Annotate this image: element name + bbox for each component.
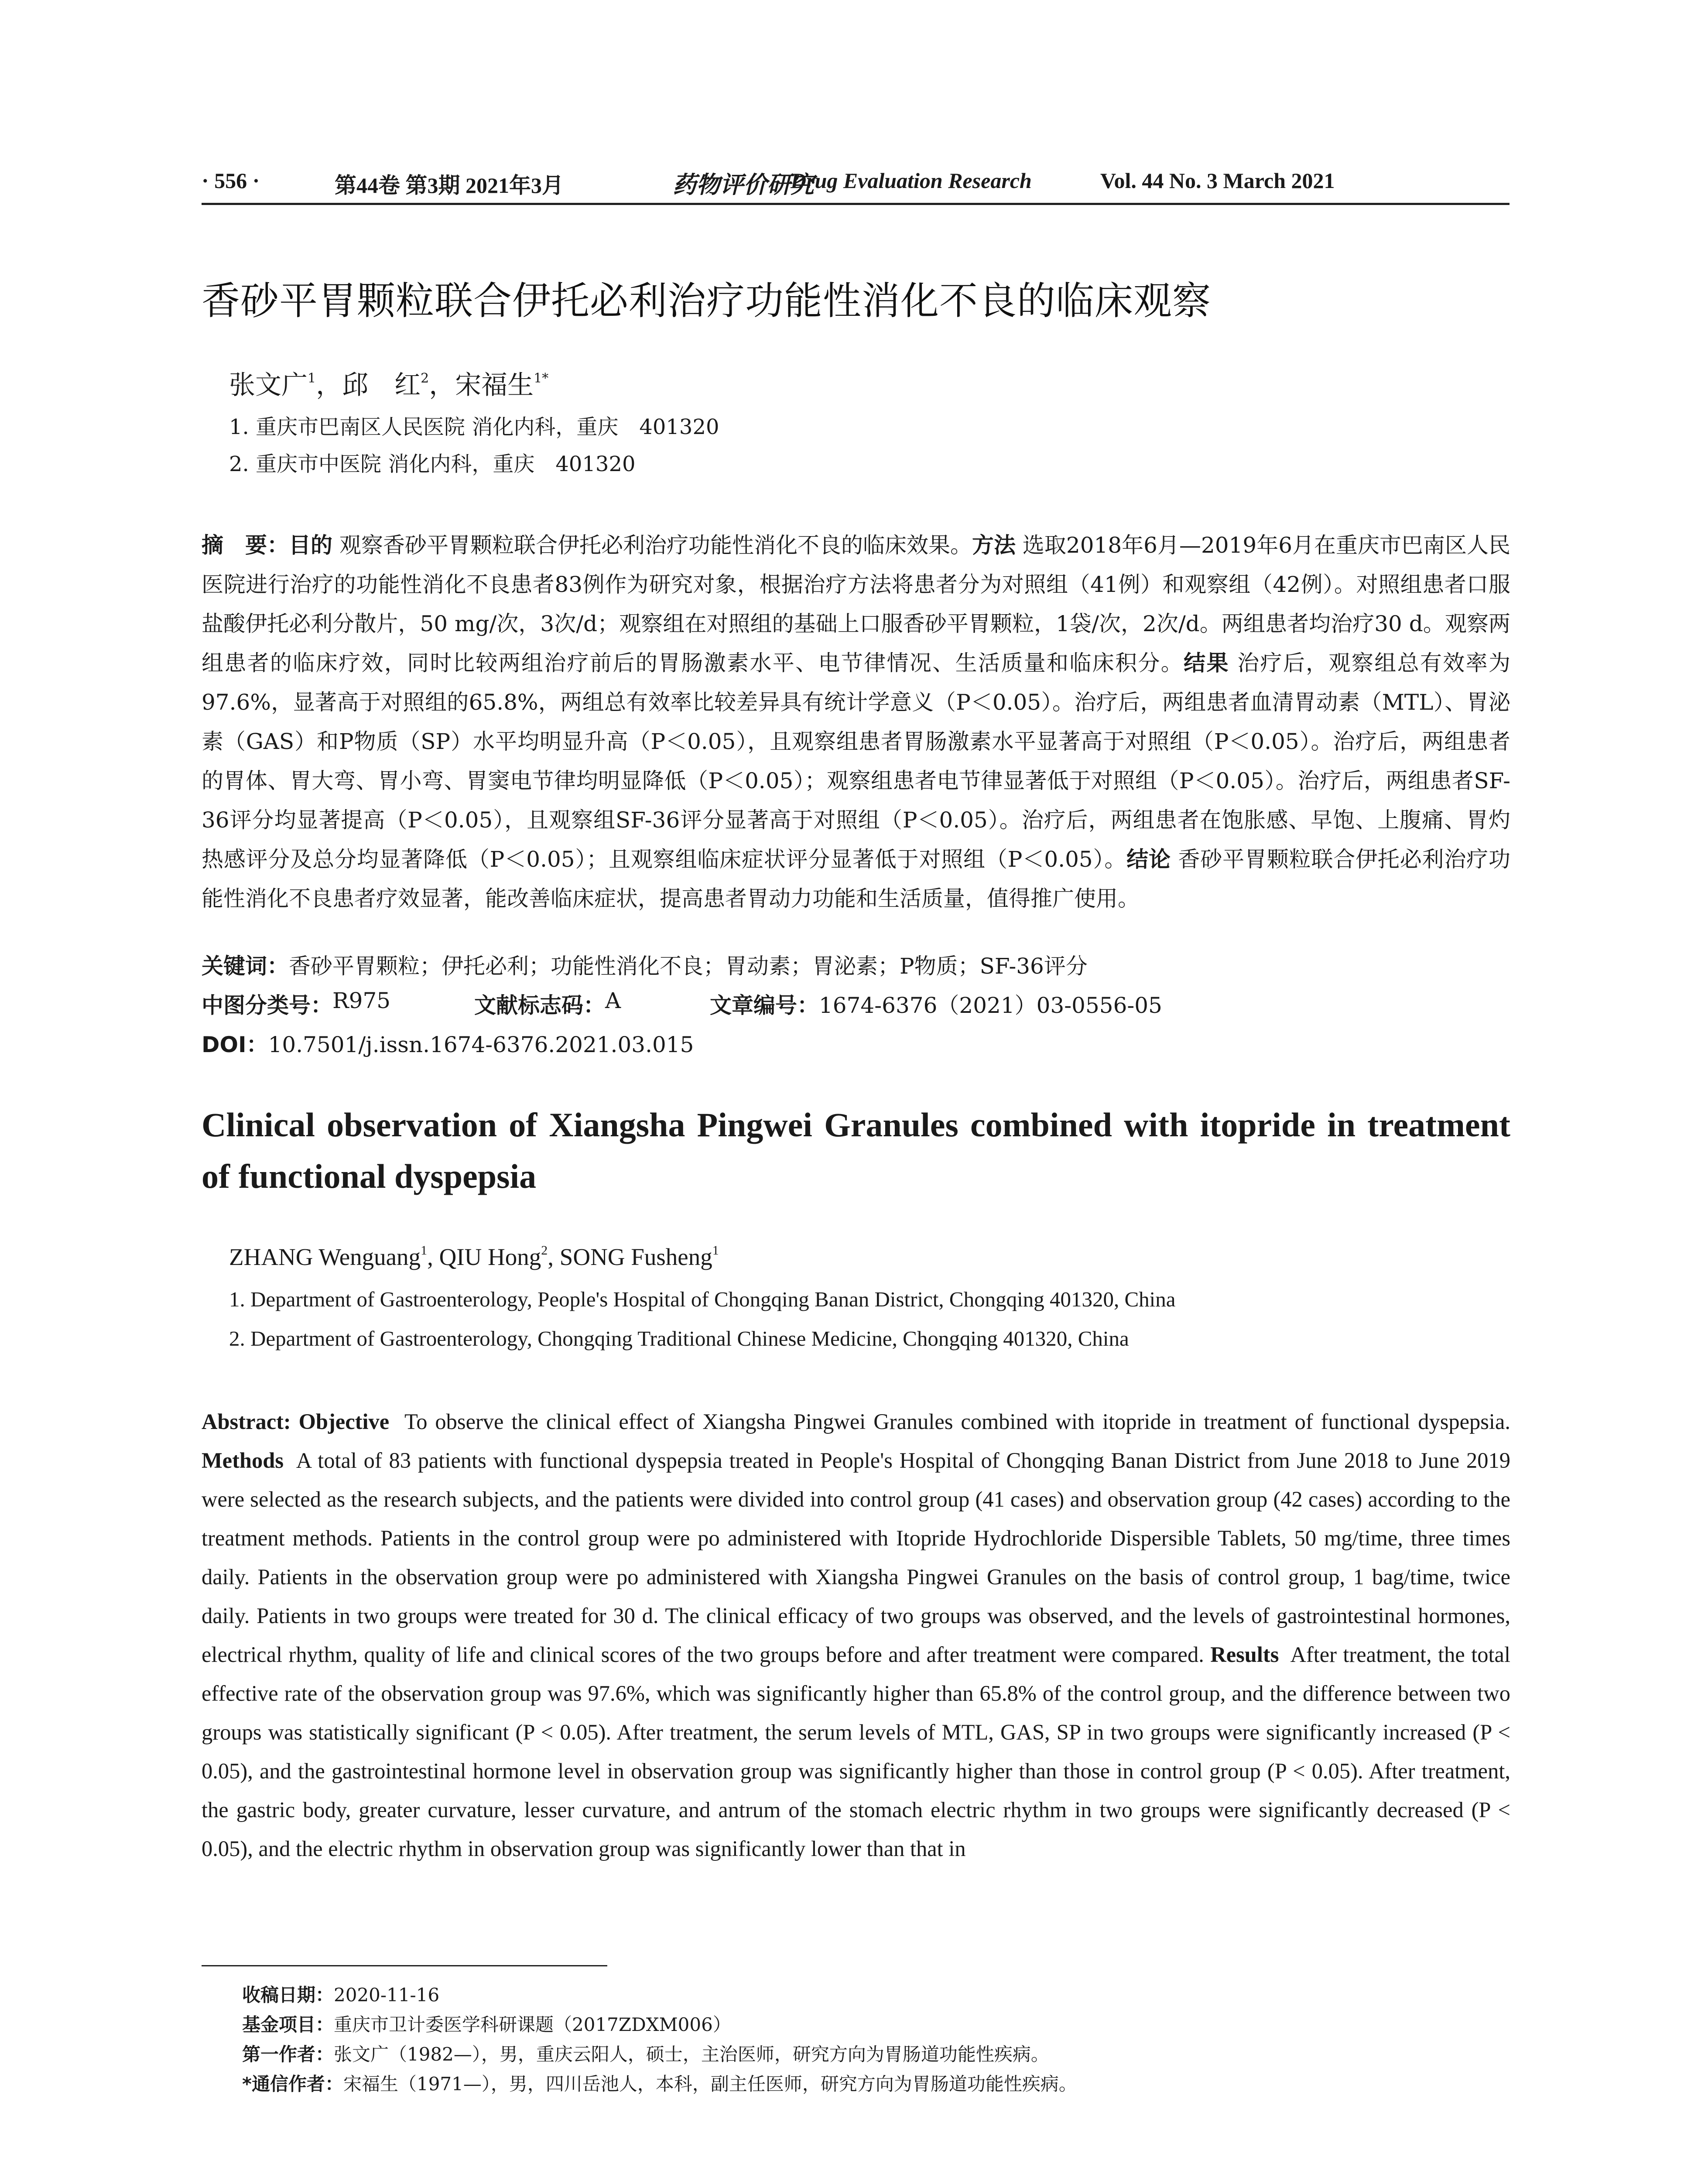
footnote-received <box>242 1980 1077 2010</box>
affiliation-cn-2: 2. 重庆市中医院 消化内科，重庆 401320 <box>229 452 636 476</box>
keywords-label: 关键词： <box>202 954 289 979</box>
doi-label: DOI： <box>202 1032 268 1057</box>
title-cn: 香砂平胃颗粒联合伊托必利治疗功能性消化不良的临床观察 <box>202 278 1212 323</box>
author-affiliation-mark: 2 <box>541 1243 548 1258</box>
results-text: After treatment, the total effective rate of the observation group was 97.6%, which was significantly higher than 65.8% of the control group, and the difference between two groups was statistically significant (P < 0.05). After treatment, the serum levels of MTL, GAS, SP in two groups were significantly increased (P < 0.05), and the gastrointestinal hormone level in observation group was significantly higher than those in control group (P < 0.05). After treatment, the gastric body, greater curvature, lesser curvature, and antrum of the stomach electric rhythm in two groups were significantly decreased (P < 0.05), and the electric rhythm in observation group was significantly lower than that in <box>202 1642 1510 1861</box>
doi-line <box>202 1027 694 1059</box>
author-affiliation-mark: 1 <box>308 371 316 386</box>
affiliation-en-2: 2. Department of Gastroenterology, Chongqing Traditional Chinese Medicine, Chongqing 401320, China <box>229 1326 1129 1350</box>
affiliation-cn-1: 1. 重庆市巴南区人民医院 消化内科，重庆 401320 <box>229 415 719 439</box>
footnote-corresponding-author <box>242 2069 1077 2099</box>
author-affiliation-mark: 1* <box>534 371 549 386</box>
author-affiliation-mark: 1 <box>712 1243 719 1258</box>
author-name: 宋福生 <box>455 370 534 400</box>
footnote-text: 2020-11-16 <box>334 1984 440 2006</box>
results-text: 治疗后，观察组总有效率为97.6%，显著高于对照组的65.8%，两组总有效率比较差异具有统计学意义（P＜0.05）。治疗后，两组患者血清胃动素（MTL）、胃泌素（GAS）和P物质（SP）水平均明显升高（P＜0.05），且观察组患者胃肠激素水平显著高于对照组（P＜0.05）。治疗后，两组患者的胃体、胃大弯、胃小弯、胃窦电节律均明显降低（P＜0.05）；观察组患者电节律显著低于对照组（P＜0.05）。治疗后，两组患者SF-36评分均显著提高（P＜0.05），且观察组SF-36评分显著高于对照组（P＜0.05）。治疗后，两组患者在饱胀感、早饱、上腹痛、胃灼热感评分及总分均显著降低（P＜0.05）；且观察组临床症状评分显著低于对照组（P＜0.05）。 <box>202 650 1511 872</box>
abstract-label: 摘 要： <box>202 533 289 558</box>
footnote-label: 收稿日期： <box>242 1984 334 2006</box>
results-label: Results <box>1210 1642 1279 1667</box>
footnote-text: 重庆市卫计委医学科研课题（2017ZDXM006） <box>334 2014 731 2035</box>
results-label: 结果 <box>1184 650 1229 676</box>
issue-en: Vol. 44 No. 3 March 2021 <box>1100 168 1335 193</box>
author-affiliation-mark: 1 <box>421 1243 428 1258</box>
header-rule <box>202 203 1509 205</box>
footnote-rule <box>202 1965 607 1966</box>
footnote-text: 张文广（1982—），男，重庆云阳人，硕士，主治医师，研究方向为胃肠道功能性疾病。 <box>334 2044 1049 2065</box>
author-name: 张文广 <box>229 370 308 400</box>
methods-label: Methods <box>202 1448 284 1473</box>
article-no-value: 1674-6376（2021）03-0556-05 <box>819 993 1162 1018</box>
keywords-text: 香砂平胃颗粒；伊托必利；功能性消化不良；胃动素；胃泌素；P物质；SF-36评分 <box>289 954 1088 979</box>
author-name: SONG Fusheng <box>559 1244 712 1270</box>
footnote-label: 基金项目： <box>242 2014 334 2035</box>
abstract-label: Abstract: <box>202 1409 291 1434</box>
doc-code-label: 文献标志码： <box>474 993 605 1018</box>
objective-label: Objective <box>298 1409 390 1434</box>
footnote-first-author <box>242 2040 1077 2069</box>
affiliation-en-1: 1. Department of Gastroenterology, People's Hospital of Chongqing Banan District, Chongqing 401320, China <box>229 1287 1176 1311</box>
journal-name-en: Drug Evaluation Research <box>791 168 1032 193</box>
running-head <box>202 168 1510 203</box>
doc-code-value: A <box>605 988 621 1013</box>
objective-label: 目的 <box>289 533 333 558</box>
authors-en: ZHANG Wenguang$^1$, QIU Hong$^2$, SONG Fusheng$^1$ <box>229 1243 719 1270</box>
conclusion-text: 香砂平胃颗粒联合伊托必利治疗功能性消化不良患者疗效显著，能改善临床症状，提高患者胃动力功能和生活质量，值得推广使用。 <box>202 847 1510 911</box>
title-en: Clinical observation of Xiangsha Pingwei Granules combined with itopride in treatment of functional dyspepsia <box>202 1106 1510 1195</box>
authors-cn: 张文广$^1$，邱 红$^2$，宋福生$^{1*}$ <box>229 370 549 400</box>
author-affiliation-mark: 2 <box>421 371 429 386</box>
doi-value[interactable]: 10.7501/j.issn.1674-6376.2021.03.015 <box>268 1032 694 1057</box>
methods-text: A total of 83 patients with functional dyspepsia treated in People's Hospital of Chongqing Banan District from June 2018 to June 2019 were selected as the research subjects, and the patients were divided into control group (41 cases) and observation group (42 cases) according to the treatment methods. Patients in the control group were po administered with Itopride Hydrochloride Dispersible Tablets, 50 mg/time, three times daily. Patients in the observation group were po administered with Xiangsha Pingwei Granules on the basis of control group, 1 bag/time, twice daily. Patients in two groups were treated for 30 d. The clinical efficacy of two groups was observed, and the levels of gastrointestinal hormones, electrical rhythm, quality of life and clinical scores of the two groups before and after treatment were compared. <box>202 1448 1510 1667</box>
footnote-label: 第一作者： <box>242 2044 334 2065</box>
classification-line <box>202 988 1510 1023</box>
page-number: · 556 · <box>202 168 260 193</box>
article-no-label: 文章编号： <box>710 993 819 1018</box>
author-name: QIU Hong <box>439 1244 541 1270</box>
clc-label: 中图分类号： <box>202 993 332 1018</box>
abstract-cn <box>202 526 1510 918</box>
methods-label: 方法 <box>972 533 1016 558</box>
objective-text: To observe the clinical effect of Xiangsha Pingwei Granules combined with itopride in treatment of functional dyspepsia. <box>404 1409 1510 1434</box>
footnote-text: 宋福生（1971—），男，四川岳池人，本科，副主任医师，研究方向为胃肠道功能性疾病。 <box>343 2073 1077 2095</box>
objective-text: 观察香砂平胃颗粒联合伊托必利治疗功能性消化不良的临床效果。 <box>339 533 972 558</box>
footnotes <box>242 1980 1077 2099</box>
author-name: ZHANG Wenguang <box>229 1244 421 1270</box>
issue-cn: 第44卷 第3期 2021年3月 <box>335 173 564 198</box>
conclusion-label: 结论 <box>1126 847 1171 872</box>
footnote-funding <box>242 2010 1077 2040</box>
methods-text: 选取2018年6月—2019年6月在重庆市巴南区人民医院进行治疗的功能性消化不良患者83例作为研究对象，根据治疗方法将患者分为对照组（41例）和观察组（42例）。对照组患者口服盐酸伊托必利分散片，50 mg/次，3次/d；观察组在对照组的基础上口服香砂平胃颗粒，1袋/次，2次/d。两组患者均治疗30 d。观察两组患者的临床疗效，同时比较两组治疗前后的胃肠激素水平、电节律情况、生活质量和临床积分。 <box>202 533 1511 676</box>
author-name: 邱 红 <box>342 370 421 400</box>
journal-name-cn: 药物评价研究 <box>673 171 814 198</box>
footnote-label: *通信作者： <box>242 2073 343 2095</box>
keywords-cn <box>202 949 1088 980</box>
clc-value: R975 <box>332 988 391 1013</box>
abstract-en <box>202 1402 1510 1868</box>
